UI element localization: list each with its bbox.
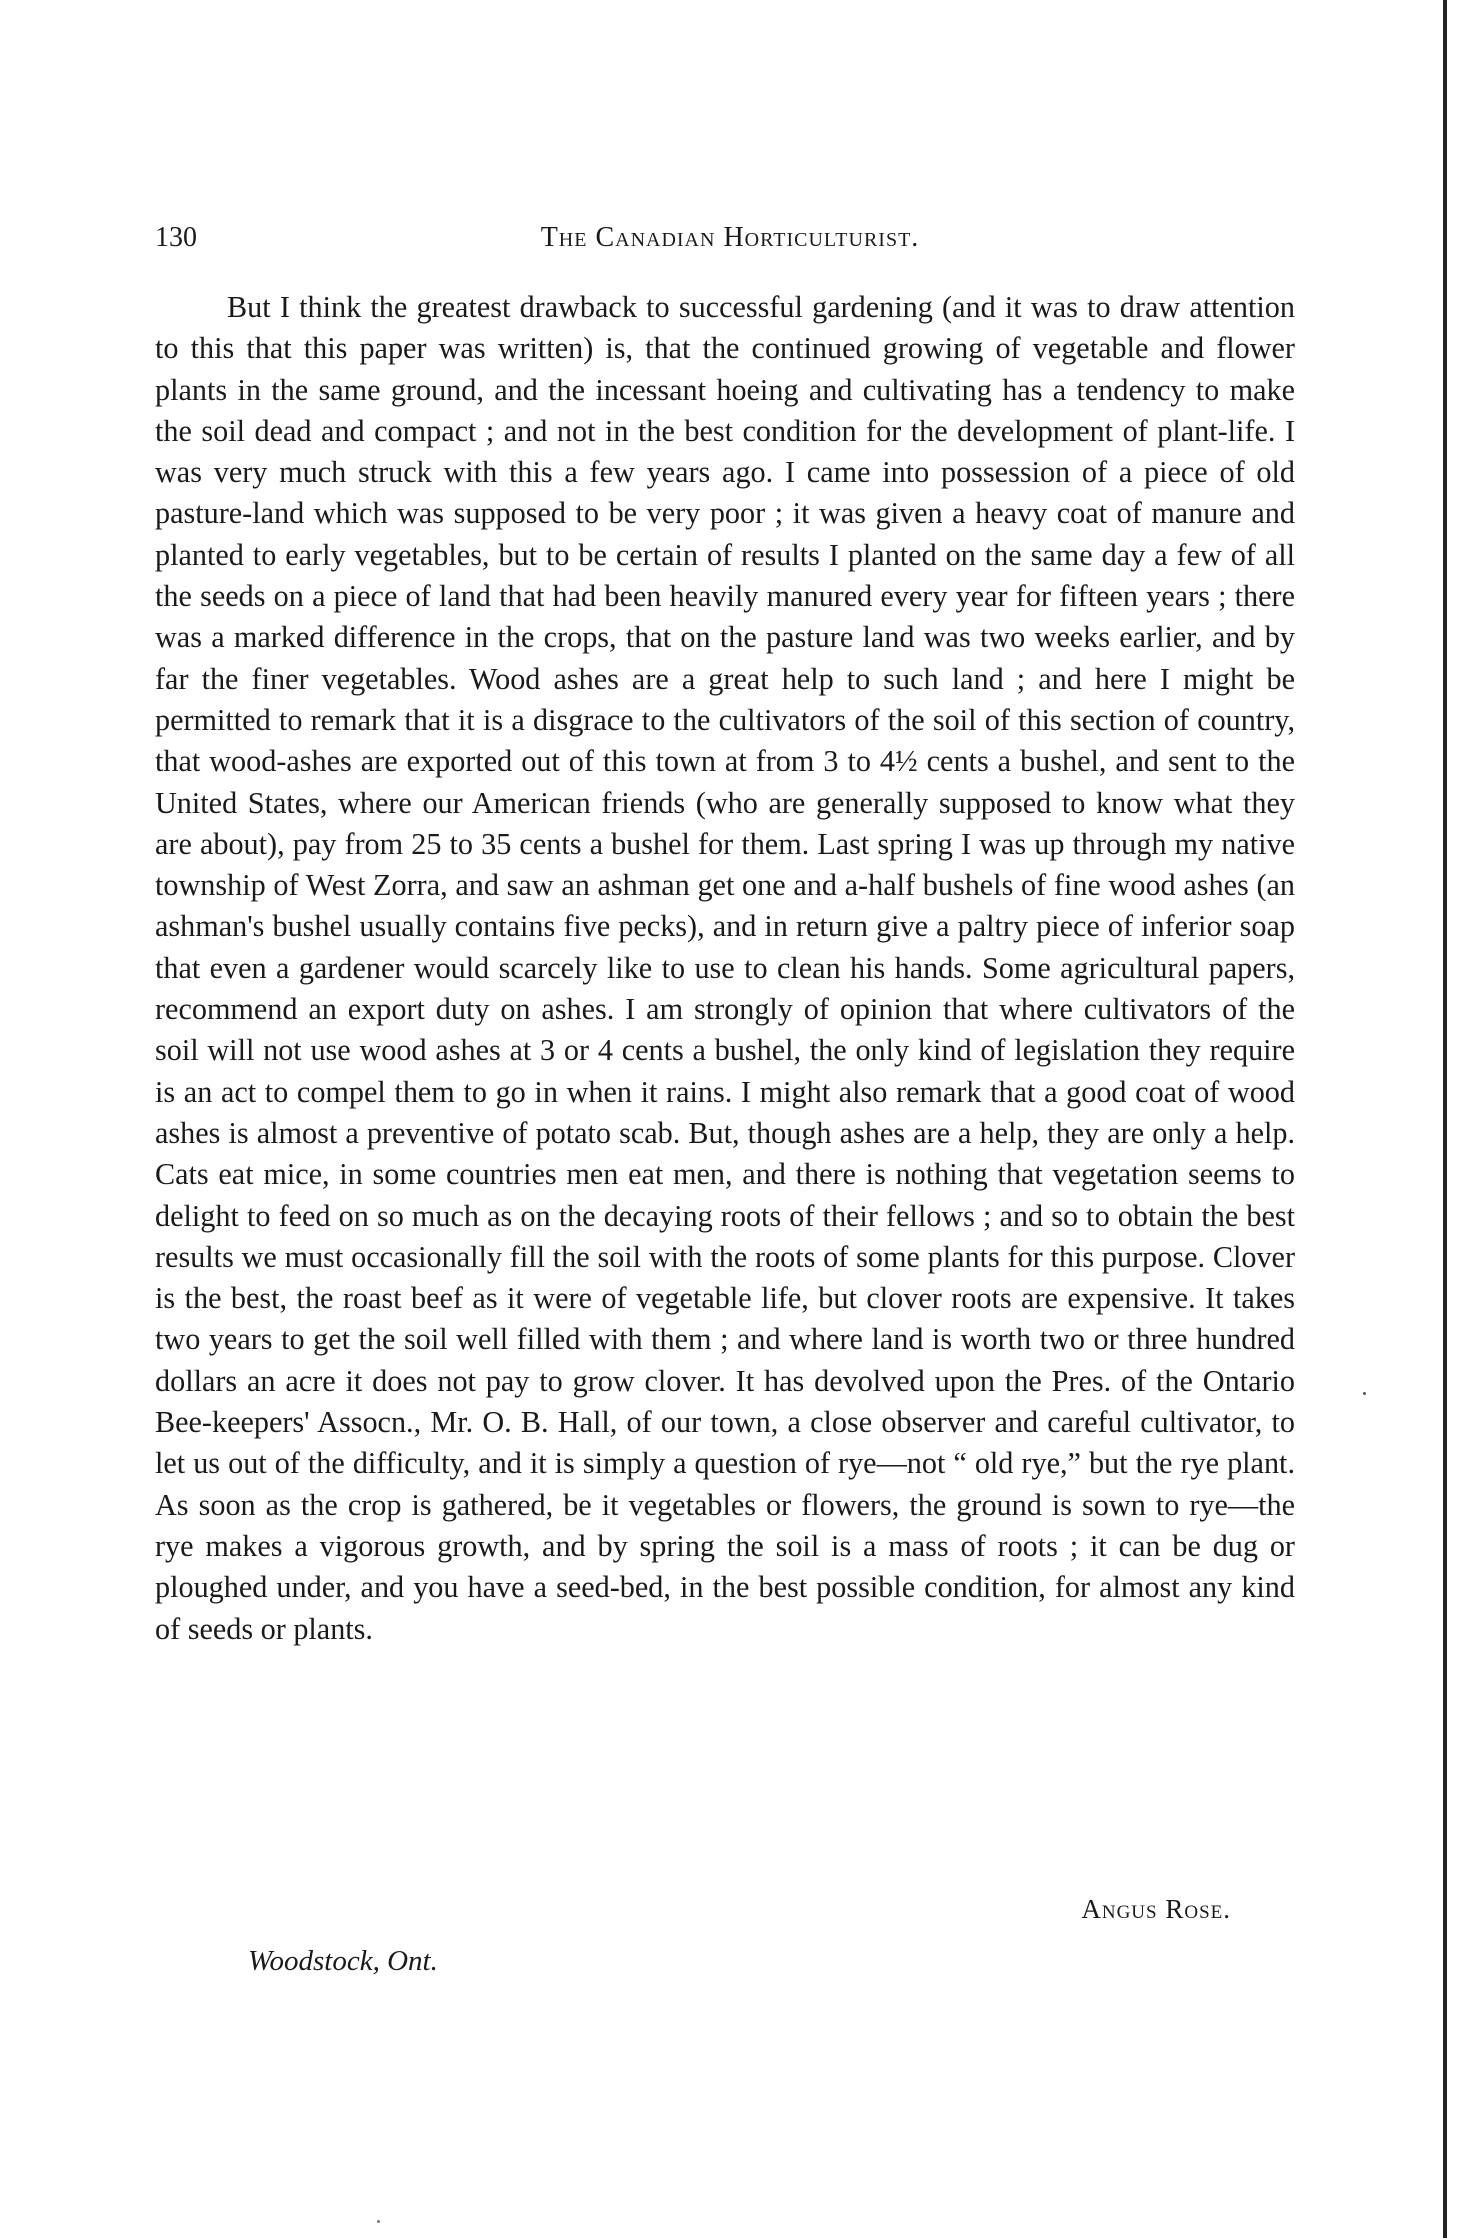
page-edge-rule [1443,0,1447,2238]
page-header [155,222,1305,258]
author-signature: Angus Rose. [1081,1894,1231,1924]
print-speck [377,2220,380,2223]
print-speck [1363,1392,1366,1395]
dateline-place: Woodstock, Ont. [248,1945,438,1977]
running-title: The Canadian Horticulturist. [540,222,920,253]
page-number: 130 [155,222,197,253]
article-body: But I think the greatest drawback to successful gardening (and it was to draw attention to this that this paper was written) is, that the continued growing of vegetable and flower plants in the same ground, and the incessant hoeing and cultivating has a tendency to make the soil dead and compact ; and not in the best condition for the development of plant-life. I was very much struck with this a few years ago. I came into possession of a piece of old pasture-land which was supposed to be very poor ; it was given a heavy coat of manure and planted to early vegetables, but to be certain of results I planted on the same day a few of all the seeds on a piece of land that had been heavily manured every year for fifteen years ; there was a marked difference in the crops, that on the pasture land was two weeks earlier, and by far the finer vegetables. Wood ashes are a great help to such land ; and here I might be permitted to remark that it is a disgrace to the cultivators of the soil of this section of country, that wood-ashes are exported out of this town at from 3 to 4½ cents a bushel, and sent to the United States, where our American friends (who are generally supposed to know what they are about), pay from 25 to 35 cents a bushel for them. Last spring I was up through my native township of West Zorra, and saw an ashman get one and a-half bushels of fine wood ashes (an ashman's bushel usually contains five pecks), and in return give a paltry piece of inferior soap that even a gardener would scarcely like to use to clean his hands. Some agricultural papers, recommend an export duty on ashes. I am strongly of opinion that where cultivators of the soil will not use wood ashes at 3 or 4 cents a bushel, the only kind of legislation they require is an act to compel them to go in when it rains. I might also remark that a good coat of wood ashes is almost a preventive of potato scab. But, though ashes are a help, they are only a help. Cats eat mice, in some countries men eat men, and there is nothing that vegetation seems to delight to feed on so much as on the decaying roots of their fellows ; and so to obtain the best results we must occasionally fill the soil with the roots of some plants for this purpose. Clover is the best, the roast beef as it were of vegetable life, but clover roots are expensive. It takes two years to get the soil well filled with them ; and where land is worth two or three hundred dollars an acre it does not pay to grow clover. It has devolved upon the Pres. of the Ontario Bee-keepers' Assocn., Mr. O. B. Hall, of our town, a close observer and careful cultivator, to let us out of the difficulty, and it is simply a question of rye—not “ old rye,” but the rye plant. As soon as the crop is gathered, be it vegetables or flowers, the ground is sown to rye—the rye makes a vigorous growth, and by spring the soil is a mass of roots ; it can be dug or ploughed under, and you have a seed-bed, in the best possible condition, for almost any kind of seeds or plants. [155,290,1295,1646]
